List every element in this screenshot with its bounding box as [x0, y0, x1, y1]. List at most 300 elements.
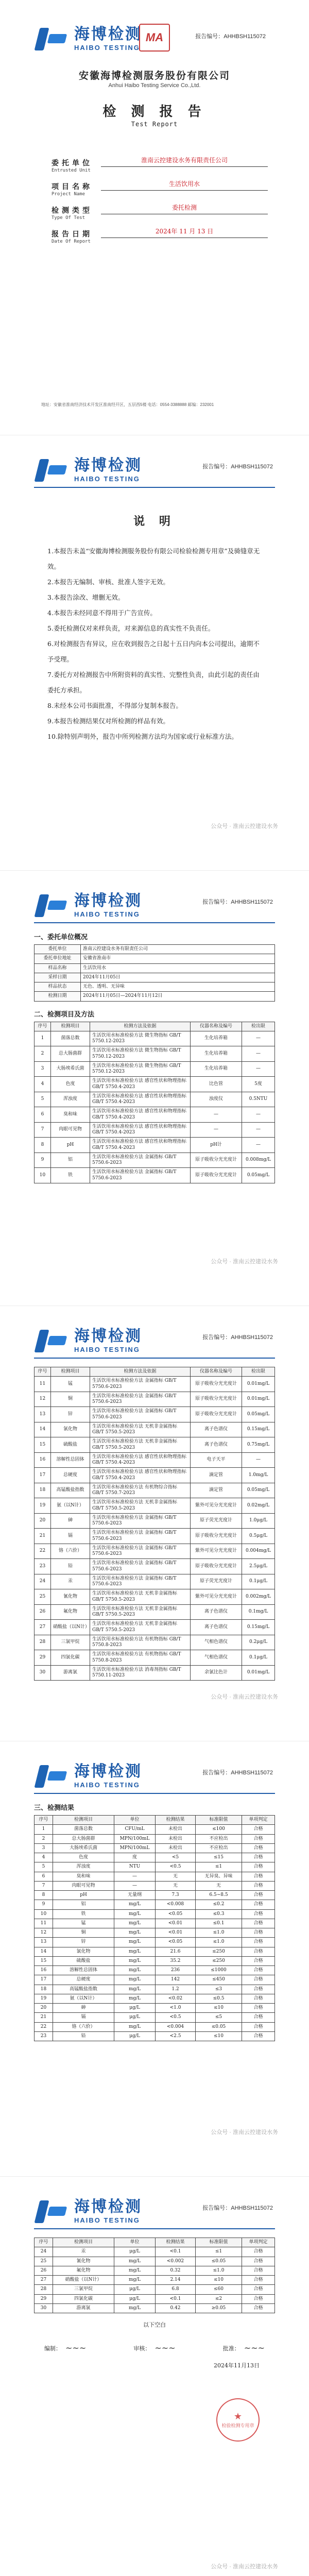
table-cell: 4	[35, 1853, 53, 1862]
table-row	[35, 1061, 275, 1077]
table-cell: 10	[35, 1909, 53, 1919]
table-row	[35, 1544, 275, 1559]
table-cell: 2.14	[156, 2276, 196, 2285]
table-cell: 离子色谱仪	[191, 1422, 242, 1437]
table-cell: 合格	[242, 1843, 275, 1853]
table-cell: 1.0μg/L	[242, 1513, 275, 1529]
table-cell: 氟化物	[51, 1604, 90, 1620]
table-cell: 合格	[242, 1947, 275, 1956]
table-cell: μg/L	[114, 2247, 156, 2257]
table-cell: 浑浊度	[51, 1092, 90, 1107]
brand-logo: 海博检测 HAIBO TESTING	[34, 1329, 142, 1353]
table-cell: ≤15	[196, 1853, 242, 1862]
table-cell: 紫外可见分光光度计	[191, 1589, 242, 1605]
table-cell: mg/L	[114, 2266, 156, 2275]
table-cell: —	[242, 1031, 275, 1046]
table-cell: 铝	[53, 1900, 114, 1909]
table-row	[35, 1665, 275, 1681]
table-cell: 0.05mg/L	[242, 1168, 275, 1183]
table-cell: 合格	[242, 1909, 275, 1919]
table-cell: 13	[35, 1407, 51, 1422]
table-cell: 生化培养箱	[191, 1061, 242, 1077]
table-cell: 6	[35, 1872, 53, 1881]
watermark-text: 公众号 · 淮南云控建设水务	[211, 823, 278, 829]
table-cell: 铁	[53, 1909, 114, 1919]
table-row	[35, 1422, 275, 1437]
table-cell: 总硬度	[51, 1468, 90, 1483]
table-cell: 锌	[51, 1407, 90, 1422]
table-cell: 铝	[51, 1153, 90, 1168]
table-cell: 12	[35, 1928, 53, 1938]
table-row	[35, 1513, 275, 1529]
table-row: 委托单位地址 安徽省淮南市	[35, 954, 275, 963]
table-cell: <0.5	[156, 2013, 196, 2022]
table-cell: 35.2	[156, 1956, 196, 1965]
table-cell: 无量纲	[114, 1891, 156, 1900]
table-cell: 生活饮用水标准检验方法 无机非金属指标 GB/T 5750.5-2023	[90, 1498, 191, 1514]
table-cell: 溶解性总固体	[53, 1966, 114, 1975]
table-row	[35, 2257, 275, 2266]
table-cell: 滴定管	[191, 1468, 242, 1483]
table-row	[35, 1635, 275, 1650]
table-cell: 离子色谱仪	[191, 1437, 242, 1453]
client-info-table	[34, 944, 275, 1002]
table-cell: 溶解性总固体	[51, 1452, 90, 1468]
table-cell: 14	[35, 1422, 51, 1437]
table-cell: 生活饮用水标准检验方法 无机非金属指标 GB/T 5750.5-2023	[90, 1589, 191, 1605]
methods-page	[0, 1306, 309, 1741]
table-cell: 合格	[242, 1966, 275, 1975]
results-content-2	[34, 2238, 275, 2369]
cma-seal-icon: MA	[139, 24, 170, 52]
notes-title: 说 明	[133, 515, 176, 528]
table-cell: 生活饮用水标准检验方法 感官性状和物理指标 GB/T 5750.4-2023	[90, 1092, 191, 1107]
table-cell: 17	[35, 1975, 53, 1985]
table-cell: 高锰酸盐指数	[53, 1985, 114, 1994]
section-title: 三、检测结果	[34, 1804, 75, 1812]
table-cell: 镉	[51, 1529, 90, 1544]
table-cell: ≤0.3	[196, 1909, 242, 1919]
table-cell: ≤1	[196, 1862, 242, 1872]
table-row	[35, 1138, 275, 1153]
table-cell: 14	[35, 1947, 53, 1956]
table-row	[35, 2266, 275, 2275]
table-cell: 23	[35, 1559, 51, 1574]
table-row	[35, 1092, 275, 1107]
table-cell: mg/L	[114, 1909, 156, 1919]
table-row	[35, 1437, 275, 1453]
table-cell: 生活饮用水标准检验方法 金属指标 GB/T 5750.6-2023	[90, 1392, 191, 1407]
note-item: 5.委托检测仅对来样负责，对来源信息的真实性不负责任。	[47, 624, 215, 632]
report-number: 报告编号：AHHBSH115072	[195, 33, 266, 40]
watermark-text: 公众号 · 淮南云控建设水务	[211, 1694, 278, 1700]
note-item: 7.委托方对检测报告中所附资料的真实性、完整性负责，由此引起的责任由委托方承担。	[47, 671, 260, 694]
table-cell: 不应检出	[196, 1834, 242, 1843]
table-cell: 8	[35, 1891, 53, 1900]
table-cell: 原子吸收分光光度计	[191, 1377, 242, 1392]
table-row: 采样日期 2024年11月05日	[35, 973, 275, 982]
table-cell: 20	[35, 1513, 51, 1529]
table-cell: 大肠埃希氏菌	[51, 1061, 90, 1077]
table-cell: ≤10	[196, 2004, 242, 2013]
table-row	[35, 2285, 275, 2294]
table-cell: 28	[35, 1635, 51, 1650]
header-divider	[34, 2228, 275, 2229]
table-cell: mg/L	[114, 2303, 156, 2313]
cover-field-project-name: 项目名称 Project Name 生活饮用水	[52, 173, 268, 197]
table-cell: 原子吸收分光光度计	[191, 1529, 242, 1544]
table-cell: 锰	[53, 1919, 114, 1928]
table-cell: 0.004mg/L	[242, 1544, 275, 1559]
table-cell: 30	[35, 2303, 53, 2313]
table-cell: 合格	[242, 1891, 275, 1900]
table-row	[35, 1483, 275, 1498]
table-cell: 合格	[242, 2004, 275, 2013]
table-cell: 合格	[242, 2285, 275, 2294]
table-cell: 砷	[51, 1513, 90, 1529]
table-cell: 11	[35, 1377, 51, 1392]
reviewed-by: 审核： ~~~	[133, 2343, 176, 2353]
table-cell: 17	[35, 1468, 51, 1483]
table-cell: 游离氯	[51, 1665, 90, 1681]
table-cell: ≥0.05	[196, 2303, 242, 2313]
cover-footer: 地址：安徽省淮南经济技术开发区淮南经开区，五层西5楼 电话：0554-3388888 邮编：232001	[41, 402, 214, 407]
table-cell: μg/L	[114, 2031, 156, 2041]
table-row	[35, 1407, 275, 1422]
info-page	[0, 871, 309, 1306]
table-cell: 19	[35, 1994, 53, 2003]
table-row	[35, 1122, 275, 1138]
brand-logo: 海博检测 HAIBO TESTING	[34, 893, 142, 918]
table-cell: 合格	[242, 2247, 275, 2257]
table-cell: 氰化物	[53, 2257, 114, 2266]
table-cell: μg/L	[114, 2294, 156, 2303]
table-cell: ≤1.0	[196, 1928, 242, 1938]
section-title: 二、检测项目及方法	[34, 1010, 95, 1019]
info-content	[34, 927, 275, 1183]
table-cell: 生活饮用水标准检验方法 微生物指标 GB/T 5750.12-2023	[90, 1031, 191, 1046]
table-cell: MPN/100mL	[114, 1834, 156, 1843]
table-cell: 四氯化碳	[51, 1650, 90, 1666]
note-item: 1.本报告未盖“安徽海博检测服务股份有限公司检验检测专用章”及骑缝章无效。	[47, 547, 260, 570]
notes-page	[0, 435, 309, 871]
methods-table-continued	[34, 1367, 275, 1681]
results-page-2	[0, 2177, 309, 2576]
cover-field-value: 生活饮用水	[101, 179, 268, 191]
table-cell: 3	[35, 1061, 51, 1077]
table-cell: μg/L	[114, 2004, 156, 2013]
table-cell: ≤1	[196, 2247, 242, 2257]
table-cell: 合格	[242, 1900, 275, 1909]
table-cell: 余氯比色计	[191, 1665, 242, 1681]
table-row	[35, 1107, 275, 1123]
table-row	[35, 1046, 275, 1062]
table-cell: 8	[35, 1138, 51, 1153]
company-name-en: Anhui Haibo Testing Service Co.,Ltd.	[108, 82, 201, 89]
table-row	[35, 1452, 275, 1468]
table-cell: 29	[35, 2294, 53, 2303]
table-row	[35, 2294, 275, 2303]
table-cell: 合格	[242, 2031, 275, 2041]
table-cell: 氨（以N计）	[51, 1498, 90, 1514]
cover-field-test-type: 检测类型 Type Of Test 委托检测	[52, 197, 268, 221]
table-cell: 铬（六价）	[53, 2022, 114, 2031]
table-cell: <0.004	[156, 2022, 196, 2031]
table-row	[35, 1985, 275, 1994]
table-cell: 锌	[53, 1938, 114, 1947]
table-cell: 原子吸收分光光度计	[191, 1559, 242, 1574]
table-cell: 生活饮用水标准检验方法 金属指标 GB/T 5750.6-2023	[90, 1153, 191, 1168]
table-cell: 24	[35, 1574, 51, 1589]
table-cell: mg/L	[114, 1956, 156, 1965]
table-cell: 23	[35, 2031, 53, 2041]
table-cell: 臭和味	[53, 1872, 114, 1881]
table-row	[35, 1947, 275, 1956]
table-cell: 合格	[242, 1825, 275, 1834]
table-cell: mg/L	[114, 2022, 156, 2031]
table-row	[35, 1891, 275, 1900]
table-cell: 电子天平	[191, 1452, 242, 1468]
table-cell: —	[242, 1452, 275, 1468]
table-cell: 4	[35, 1077, 51, 1092]
table-row	[35, 1853, 275, 1862]
note-item: 2.本报告无编制、审核、批准人签字无效。	[47, 578, 169, 586]
table-cell: ≤0.2	[196, 1900, 242, 1909]
table-cell: 19	[35, 1498, 51, 1514]
header-divider	[34, 922, 275, 923]
table-cell: 合格	[242, 2276, 275, 2285]
table-cell: <0.1	[156, 2247, 196, 2257]
table-cell: 合格	[242, 1853, 275, 1862]
table-cell: 生活饮用水标准检验方法 无机非金属指标 GB/T 5750.5-2023	[90, 1437, 191, 1453]
report-number: 报告编号：AHHBSH115072	[202, 899, 273, 905]
table-cell: 色度	[53, 1853, 114, 1862]
table-cell: 菌落总数	[53, 1825, 114, 1834]
table-cell: —	[242, 1122, 275, 1138]
table-cell: 生活饮用水标准检验方法 感官性状和物理指标 GB/T 5750.4-2023	[90, 1138, 191, 1153]
section-title: 一、委托单位概况	[34, 934, 88, 941]
table-cell: 未检出	[156, 1825, 196, 1834]
table-cell: 合格	[242, 2266, 275, 2275]
table-cell: 四氯化碳	[53, 2294, 114, 2303]
table-row	[35, 2031, 275, 2041]
table-cell: 2	[35, 1834, 53, 1843]
table-row	[35, 1153, 275, 1168]
table-cell: 生活饮用水标准检验方法 无机非金属指标 GB/T 5750.5-2023	[90, 1422, 191, 1437]
table-cell: 9	[35, 1900, 53, 1909]
table-cell: 15	[35, 1437, 51, 1453]
table-cell: 合格	[242, 1881, 275, 1890]
table-cell: 气相色谱仪	[191, 1650, 242, 1666]
logo-mark-icon	[34, 27, 69, 52]
table-cell: 合格	[242, 2303, 275, 2313]
table-cell: 合格	[242, 1956, 275, 1965]
table-cell: ≤10	[196, 2276, 242, 2285]
table-cell: 27	[35, 2276, 53, 2285]
table-row	[35, 1620, 275, 1635]
end-note: 以下空白	[143, 2321, 166, 2328]
table-cell: 离子色谱仪	[191, 1620, 242, 1635]
table-cell: <0.5	[156, 1862, 196, 1872]
table-cell: <1.0	[156, 2004, 196, 2013]
page-header	[34, 1329, 273, 1354]
table-cell: 0.15mg/L	[242, 1422, 275, 1437]
table-cell: 生活饮用水标准检验方法 金属指标 GB/T 5750.6-2023	[90, 1407, 191, 1422]
table-cell: 浑浊度	[53, 1862, 114, 1872]
table-cell: 高锰酸盐指数	[51, 1483, 90, 1498]
table-cell: mg/L	[114, 1985, 156, 1994]
table-cell: 1	[35, 1825, 53, 1834]
table-cell: 0.05mg/L	[242, 1407, 275, 1422]
table-row	[35, 1909, 275, 1919]
table-row	[35, 1966, 275, 1975]
table-cell: 生活饮用水标准检验方法 金属指标 GB/T 5750.6-2023	[90, 1544, 191, 1559]
table-cell: 未检出	[156, 1834, 196, 1843]
table-cell: 0.01mg/L	[242, 1392, 275, 1407]
brand-name-en: HAIBO TESTING	[74, 44, 140, 52]
table-cell: 生化培养箱	[191, 1046, 242, 1062]
signature-image: ~~~	[65, 2343, 87, 2353]
table-cell: 6.5~8.5	[196, 1891, 242, 1900]
logo-mark-icon	[34, 2199, 69, 2224]
report-number: 报告编号：AHHBSH115072	[202, 2205, 273, 2211]
table-cell: mg/L	[114, 1900, 156, 1909]
results-content	[34, 1798, 275, 2041]
watermark-text: 公众号 · 淮南云控建设水务	[211, 1259, 278, 1265]
table-cell: 0.2μg/L	[242, 1635, 275, 1650]
table-cell: 2.5μg/L	[242, 1559, 275, 1574]
table-cell: 紫外可见分光光度计	[191, 1498, 242, 1514]
table-row	[35, 1392, 275, 1407]
table-cell: 24	[35, 2247, 53, 2257]
table-cell: 镉	[53, 2013, 114, 2022]
cover-field-value: 淮南云控建设水务有限责任公司	[101, 156, 268, 167]
report-number: 报告编号：AHHBSH115072	[202, 1770, 273, 1776]
table-cell: 浊度仪	[191, 1092, 242, 1107]
cover-field-report-date: 报告日期 Date Of Report 2024年 11 月 13 日	[52, 221, 268, 244]
table-cell: 合格	[242, 2294, 275, 2303]
table-cell: 16	[35, 1452, 51, 1468]
note-item: 9.本报告检测结果仅对所检测的样品有效。	[47, 717, 169, 725]
table-cell: 锰	[51, 1377, 90, 1392]
table-cell: <0.01	[156, 1919, 196, 1928]
table-row	[35, 1031, 275, 1046]
table-row	[35, 1881, 275, 1890]
table-cell: 三氯甲烷	[51, 1635, 90, 1650]
table-cell: <0.008	[156, 1900, 196, 1909]
methods-table	[34, 1022, 275, 1183]
table-cell: 生化培养箱	[191, 1031, 242, 1046]
table-cell: 9	[35, 1153, 51, 1168]
table-cell: 0.1μg/L	[242, 1650, 275, 1666]
table-row	[35, 1529, 275, 1544]
table-cell: 铅	[53, 2031, 114, 2041]
table-cell: 合格	[242, 1938, 275, 1947]
signature-image: ~~~	[154, 2343, 176, 2353]
table-cell: 总硬度	[53, 1975, 114, 1985]
table-cell: 0.1mg/L	[242, 1604, 275, 1620]
table-cell: 28	[35, 2285, 53, 2294]
table-cell: 1	[35, 1031, 51, 1046]
table-cell: 1.2	[156, 1985, 196, 1994]
table-row: 样品状态 无色、透明、无异味	[35, 982, 275, 992]
table-cell: 生活饮用水标准检验方法 感官性状和物理指标 GB/T 5750.4-2023	[90, 1122, 191, 1138]
table-cell: 13	[35, 1938, 53, 1947]
table-cell: 生活饮用水标准检验方法 金属指标 GB/T 5750.6-2023	[90, 1574, 191, 1589]
table-cell: 7	[35, 1881, 53, 1890]
table-cell: 29	[35, 1650, 51, 1666]
table-cell: 合格	[242, 1872, 275, 1881]
table-row	[35, 2303, 275, 2313]
table-cell: 0.05mg/L	[242, 1483, 275, 1498]
table-row	[35, 2022, 275, 2031]
table-cell: —	[114, 1872, 156, 1881]
table-cell: 无异臭、异味	[196, 1872, 242, 1881]
table-row	[35, 2247, 275, 2257]
table-row	[35, 1825, 275, 1834]
table-row	[35, 1994, 275, 2003]
header-divider	[34, 1358, 275, 1359]
table-cell: 合格	[242, 2013, 275, 2022]
table-row	[35, 2276, 275, 2285]
table-cell: 25	[35, 1589, 51, 1605]
table-cell: 氰化物	[51, 1589, 90, 1605]
table-row: 样品名称 生活饮用水	[35, 963, 275, 973]
notes-list	[47, 544, 262, 744]
note-item: 4.本报告未经同意不得用于广告宣传。	[47, 609, 157, 617]
table-cell: 原子荧光光度计	[191, 1574, 242, 1589]
table-cell: mg/L	[114, 1919, 156, 1928]
table-cell: 总大肠菌群	[53, 1834, 114, 1843]
table-cell: MPN/100mL	[114, 1843, 156, 1853]
table-cell: 合格	[242, 2257, 275, 2266]
table-cell: 氯化物	[53, 1947, 114, 1956]
table-cell: 三氯甲烷	[53, 2285, 114, 2294]
table-cell: 5	[35, 1092, 51, 1107]
table-cell: 3	[35, 1843, 53, 1853]
table-cell: 7	[35, 1122, 51, 1138]
table-cell: 气相色谱仪	[191, 1635, 242, 1650]
table-cell: 10	[35, 1168, 51, 1183]
table-row	[35, 1604, 275, 1620]
table-row	[35, 1928, 275, 1938]
table-cell: 18	[35, 1985, 53, 1994]
table-cell: μg/L	[114, 2013, 156, 2022]
table-row	[35, 1956, 275, 1965]
table-cell: 26	[35, 2266, 53, 2275]
table-cell: 铬（六价）	[51, 1544, 90, 1559]
table-cell: 21	[35, 2013, 53, 2022]
table-header-row: 序号 检测项目 检测方法及依据 仪器名称及编号 检出限	[35, 1022, 275, 1031]
page-header	[34, 2199, 273, 2225]
signature-row	[34, 2343, 275, 2353]
table-cell: 生活饮用水标准检验方法 金属指标 GB/T 5750.6-2023	[90, 1168, 191, 1183]
table-row	[35, 1077, 275, 1092]
table-cell: 紫外可见分光光度计	[191, 1544, 242, 1559]
cover-fields	[52, 149, 268, 244]
table-row	[35, 2013, 275, 2022]
report-number: 报告编号：AHHBSH115072	[202, 464, 273, 470]
table-cell: 生活饮用水标准检验方法 感官性状和物理指标 GB/T 5750.4-2023	[90, 1107, 191, 1123]
table-cell: 5度	[242, 1077, 275, 1092]
table-header-row: 序号 检测项目 单位 检测结果 标准限值 单项判定	[35, 2238, 275, 2247]
table-cell: 0.1μg/L	[242, 1574, 275, 1589]
table-cell: 硫酸盐	[53, 1956, 114, 1965]
cover-field-value: 2024年 11 月 13 日	[101, 227, 268, 238]
table-cell: 0.5μg/L	[242, 1529, 275, 1544]
table-cell: 142	[156, 1975, 196, 1985]
table-cell: <5	[156, 1853, 196, 1862]
